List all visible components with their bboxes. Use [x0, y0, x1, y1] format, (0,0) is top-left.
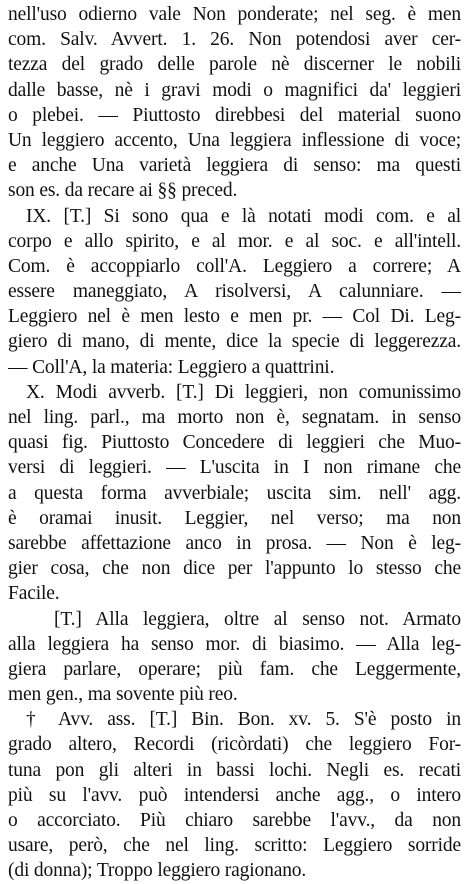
text-line: alla leggiera ha senso mor. di biasimo. — Alla leg- [8, 633, 461, 655]
text-line: giera parlare, operare; più fam. che Leggermente, [8, 658, 461, 680]
text-line: tuna pon gli alteri in bassi lochi. Negli es. recati [8, 759, 461, 781]
text-line: è oramai inusit. Leggier, nel verso; ma non [8, 507, 461, 529]
text-line: usare, però, che nel ling. scritto: Leggiero sorride [8, 835, 461, 857]
text-line: nell'uso odierno vale Non ponderate; nel seg. è men [8, 4, 461, 25]
text-line: più su l'avv. può intendersi anche agg., o intero [8, 784, 461, 806]
text-line: Facile. [8, 583, 60, 605]
subsection-line: [T.] Alla leggiera, oltre al senso not. Armato [54, 608, 461, 630]
text-line: e anche Una varietà leggiera di senso: ma questi [8, 155, 461, 177]
text-line: o accorciato. Più chiaro sarebbe l'avv., da non [8, 810, 461, 831]
text-line: (di donna); Troppo leggiero ragionano. [8, 860, 307, 882]
text-line: dalle basse, nè i gravi modi o magnifici da' leggieri [8, 79, 461, 101]
subsection-line: † Avv. ass. [T.] Bin. Bon. xv. 5. S'è posto in [26, 709, 461, 731]
text-line: — Coll'A, la materia: Leggiero a quattrini. [8, 356, 335, 378]
text-line: son es. da recare ai §§ preced. [8, 180, 238, 202]
section-heading-x: X. Modi avverb. [T.] Di leggieri, non comunissimo [26, 381, 461, 403]
text-line: gier cosa, che non dice per l'appunto lo stesso che [8, 558, 461, 580]
text-line: grado altero, Recordi (ricòrdati) che leggiero For- [8, 734, 461, 756]
text-line: a questa forma avverbiale; uscita sim. nell' agg. [8, 482, 461, 504]
text-line: men gen., ma sovente più reo. [8, 684, 238, 706]
section-heading-ix: IX. [T.] Si sono qua e là notati modi com. e al [26, 205, 461, 227]
text-line: corpo e allo spirito, e al mor. e al soc. e all'intell. [8, 230, 461, 252]
text-line: Un leggiero accento, Una leggiera inflessione di voce; [8, 129, 461, 151]
text-line: giero di mano, di mente, dice la specie di leggerezza. [8, 331, 461, 353]
text-line: nel ling. parl., ma morto non è, segnatam. in senso [8, 407, 461, 428]
text-line: com. Salv. Avvert. 1. 26. Non potendosi aver cer- [8, 29, 461, 51]
text-line: quasi fig. Piuttosto Concedere di leggieri che Muo- [8, 432, 461, 454]
text-line: essere maneggiato, A risolversi, A calunniare. — [8, 281, 461, 303]
text-line: Com. è accoppiarlo coll'A. Leggiero a correre; A [8, 255, 461, 277]
text-line: versi di leggieri. — L'uscita in I non rimane che [8, 457, 461, 479]
text-line: Leggiero nel è men lesto e men pr. — Col Di. Leg- [8, 306, 461, 328]
text-line: tezza del grado delle parole nè discerner le nobili [8, 54, 461, 76]
text-line: o plebei. — Piuttosto direbbesi del material suono [8, 104, 461, 126]
text-line: sarebbe affettazione anco in prosa. — Non è leg- [8, 532, 461, 554]
